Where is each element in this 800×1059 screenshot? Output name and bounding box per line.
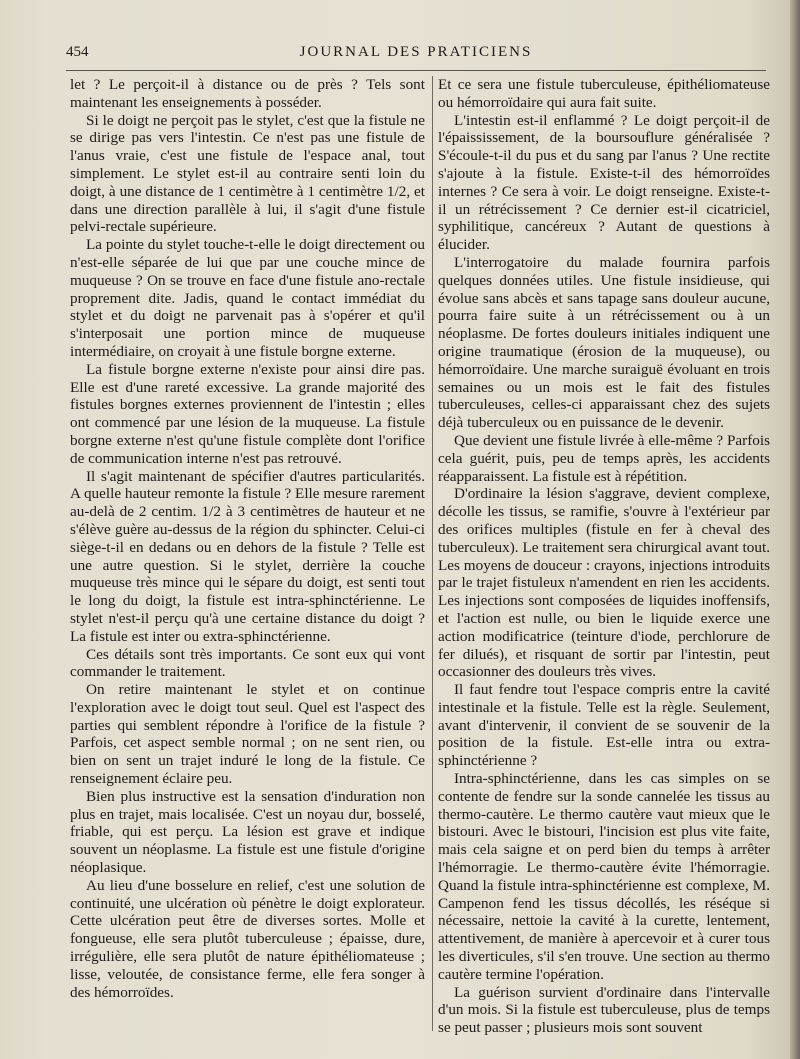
page-number: 454 xyxy=(66,44,89,60)
journal-title: JOURNAL DES PRATICIENS xyxy=(299,44,533,60)
running-head xyxy=(66,44,766,66)
paragraph: Ces détails sont très importants. Ce sont eux qui vont commander le traitement. xyxy=(70,645,425,681)
header-rule xyxy=(66,70,766,71)
paragraph: L'interrogatoire du malade fournira parfois quelques données utiles. Une fistule insidieuse, qui évolue sans abcès et sans tapage sans douleur aucune, pourra faire suite à un rétrécissement ou à un néoplasme. De fortes douleurs initiales indiquent une origine traumatique (érosion de la muqueuse), ou hémorroïdaire. Une marche suraiguë évoluant en trois semaines ou un mois est le fait des fistules tuberculeuses, celles-ci apparaissant chez des sujets déjà tuberculeux ou en puissance de le devenir. xyxy=(438,253,770,432)
paragraph: La pointe du stylet touche-t-elle le doigt directement ou n'est-elle séparée de lui que par une couche mince de muqueuse ? On se trouve en face d'une fistule ano-rectale proprement dite. Jadis, quand le contact immédiat du stylet et du doigt ne parvenait pas à s'opérer et qu'il s'interposait une portion mince de muqueuse intermédiaire, on croyait à une fistule borgne externe. xyxy=(70,236,425,360)
paragraph: Il faut fendre tout l'espace compris entre la cavité intestinale et la fistule. Telle est la règle. Seulement, avant d'intervenir, il convient de se souvenir de la position de la fistule. Est-elle intra ou extra-sphinctérienne ? xyxy=(438,681,770,770)
page-edge-shadow xyxy=(790,0,800,1059)
paragraph: Bien plus instructive est la sensation d'induration non plus en trajet, mais localisée. C'est un noyau dur, bosselé, friable, qui est perçu. La lésion est grave et indique souvent un néoplasme. La fistule est une fistule d'origine néoplasique. xyxy=(70,787,425,877)
paragraph: Si le doigt ne perçoit pas le stylet, c'est que la fistule ne se dirige pas vers l'intestin. Ce n'est pas une fistule de l'anus vraie, c'est une fistule de l'espace anal, tout simplement. Le stylet est-il au contraire senti loin du doigt, à une distance de 1 centimètre à 1 centimètre 1/2, et dans une direction parallèle à lui, il s'agit d'une fistule pelvi-rectale supérieure. xyxy=(70,111,425,236)
left-column xyxy=(70,76,425,1036)
paragraph: Il s'agit maintenant de spécifier d'autres particularités. A quelle hauteur remonte la fistule ? Elle mesure rarement au-delà de 2 centim. 1/2 à 3 centimètres de hauteur et ne s'élève guère au-dessus de la région du sphincter. Celui-ci siège-t-il en dedans ou en dehors de la fistule ? Telle est une autre question. Si le stylet, derrière la couche muqueuse très mince qui le sépare du doigt, est senti tout le long du doigt, la fistule est intra-sphinctérienne. Le stylet n'est-il perçu qu'à une certaine distance du doigt ? La fistule est inter ou extra-sphinctérienne. xyxy=(70,467,425,645)
paragraph: L'intestin est-il enflammé ? Le doigt perçoit-il de l'épaississement, de la boursouflure généralisée ? S'écoule-t-il du pus et du sang par l'anus ? Une rectite s'ajoute à la fistule. Existe-t-il des hémorroïdes internes ? Ce sera à voir. Le doigt renseigne. Existe-t-il un rétrécissement ? Ce dernier est-il cicatriciel, syphilitique, cancéreux ? Autant de questions à élucider. xyxy=(438,111,770,254)
paragraph: On retire maintenant le stylet et on continue l'exploration avec le doigt tout seul. Quel est l'aspect des parties qui semblent répondre à l'orifice de la fistule ? Parfois, cet aspect semble normal ; on ne sent rien, ou bien on sent un trajet induré le long de la fistule. Ce renseignement éclaire peu. xyxy=(70,681,425,788)
paragraph: Que devient une fistule livrée à elle-même ? Parfois cela guérit, puis, peu de temps après, les accidents réapparaissent. La fistule est à répétition. xyxy=(438,431,770,485)
paragraph: La guérison survient d'ordinaire dans l'intervalle d'un mois. Si la fistule est tuberculeuse, plus de temps se peut passer ; plusieurs mois sont souvent xyxy=(438,983,770,1036)
column-divider xyxy=(432,76,433,1031)
paragraph: La fistule borgne externe n'existe pour ainsi dire pas. Elle est d'une rareté excessive. La grande majorité des fistules borgnes externes proviennent de l'intestin ; elles ont commencé par une lésion de la muqueuse. La fistule borgne externe n'est qu'une fistule complète dont l'orifice de communication interne n'est pas retrouvé. xyxy=(70,360,425,467)
paragraph: Intra-sphinctérienne, dans les cas simples on se contente de fendre sur la sonde cannelée les tissus au thermo-cautère. Le thermo cautère vaut mieux que le bistouri. Avec le bistouri, l'incision est plus vite faite, mais cela saigne et on perd bien du temps à arrêter l'hémorragie. Le thermo-cautère évite l'hémorragie. Quand la fistule intra-sphinctérienne est complexe, M. Campenon fend les tissus décollés, les réséque si nécessaire, nettoie la cavité à la curette, lentement, attentivement, de manière à apercevoir et à curer tous les diverticules, s'il s'en trouve. Une section au thermo cautère termine l'opération. xyxy=(438,770,770,983)
paragraph: let ? Le perçoit-il à distance ou de près ? Tels sont maintenant les enseignements à posséder. xyxy=(70,76,425,111)
paragraph: Et ce sera une fistule tuberculeuse, épithéliomateuse ou hémorroïdaire qui aura fait suite. xyxy=(438,76,770,111)
paragraph: D'ordinaire la lésion s'aggrave, devient complexe, décolle les tissus, se ramifie, s'ouvre à l'extérieur par des orifices multiples (fistule en fer à cheval des tuberculeux). Le traitement sera chirurgical avant tout. Les moyens de douceur : crayons, injections introduits par le trajet fistuleux n'amendent en rien les accidents. Les injections sont composées de liquides inoffensifs, et l'action est nulle, ou bien le liquide exerce une action modificatrice (teinture d'iode, perchlorure de fer dilués), et risquant de sortir par l'intestin, peut occasionner des douleurs très vives. xyxy=(438,485,770,681)
paragraph: Au lieu d'une bosselure en relief, c'est une solution de continuité, une ulcération où pénètre le doigt explorateur. Cette ulcération peut être de diverses sortes. Molle et fongueuse, elle sera plutôt tuberculeuse ; épaisse, dure, irrégulière, elle sera plutôt de nature épithéliomateuse ; lisse, veloutée, de consistance ferme, elle fera songer à des hémorroïdes. xyxy=(70,876,425,1001)
right-column xyxy=(438,76,770,1036)
